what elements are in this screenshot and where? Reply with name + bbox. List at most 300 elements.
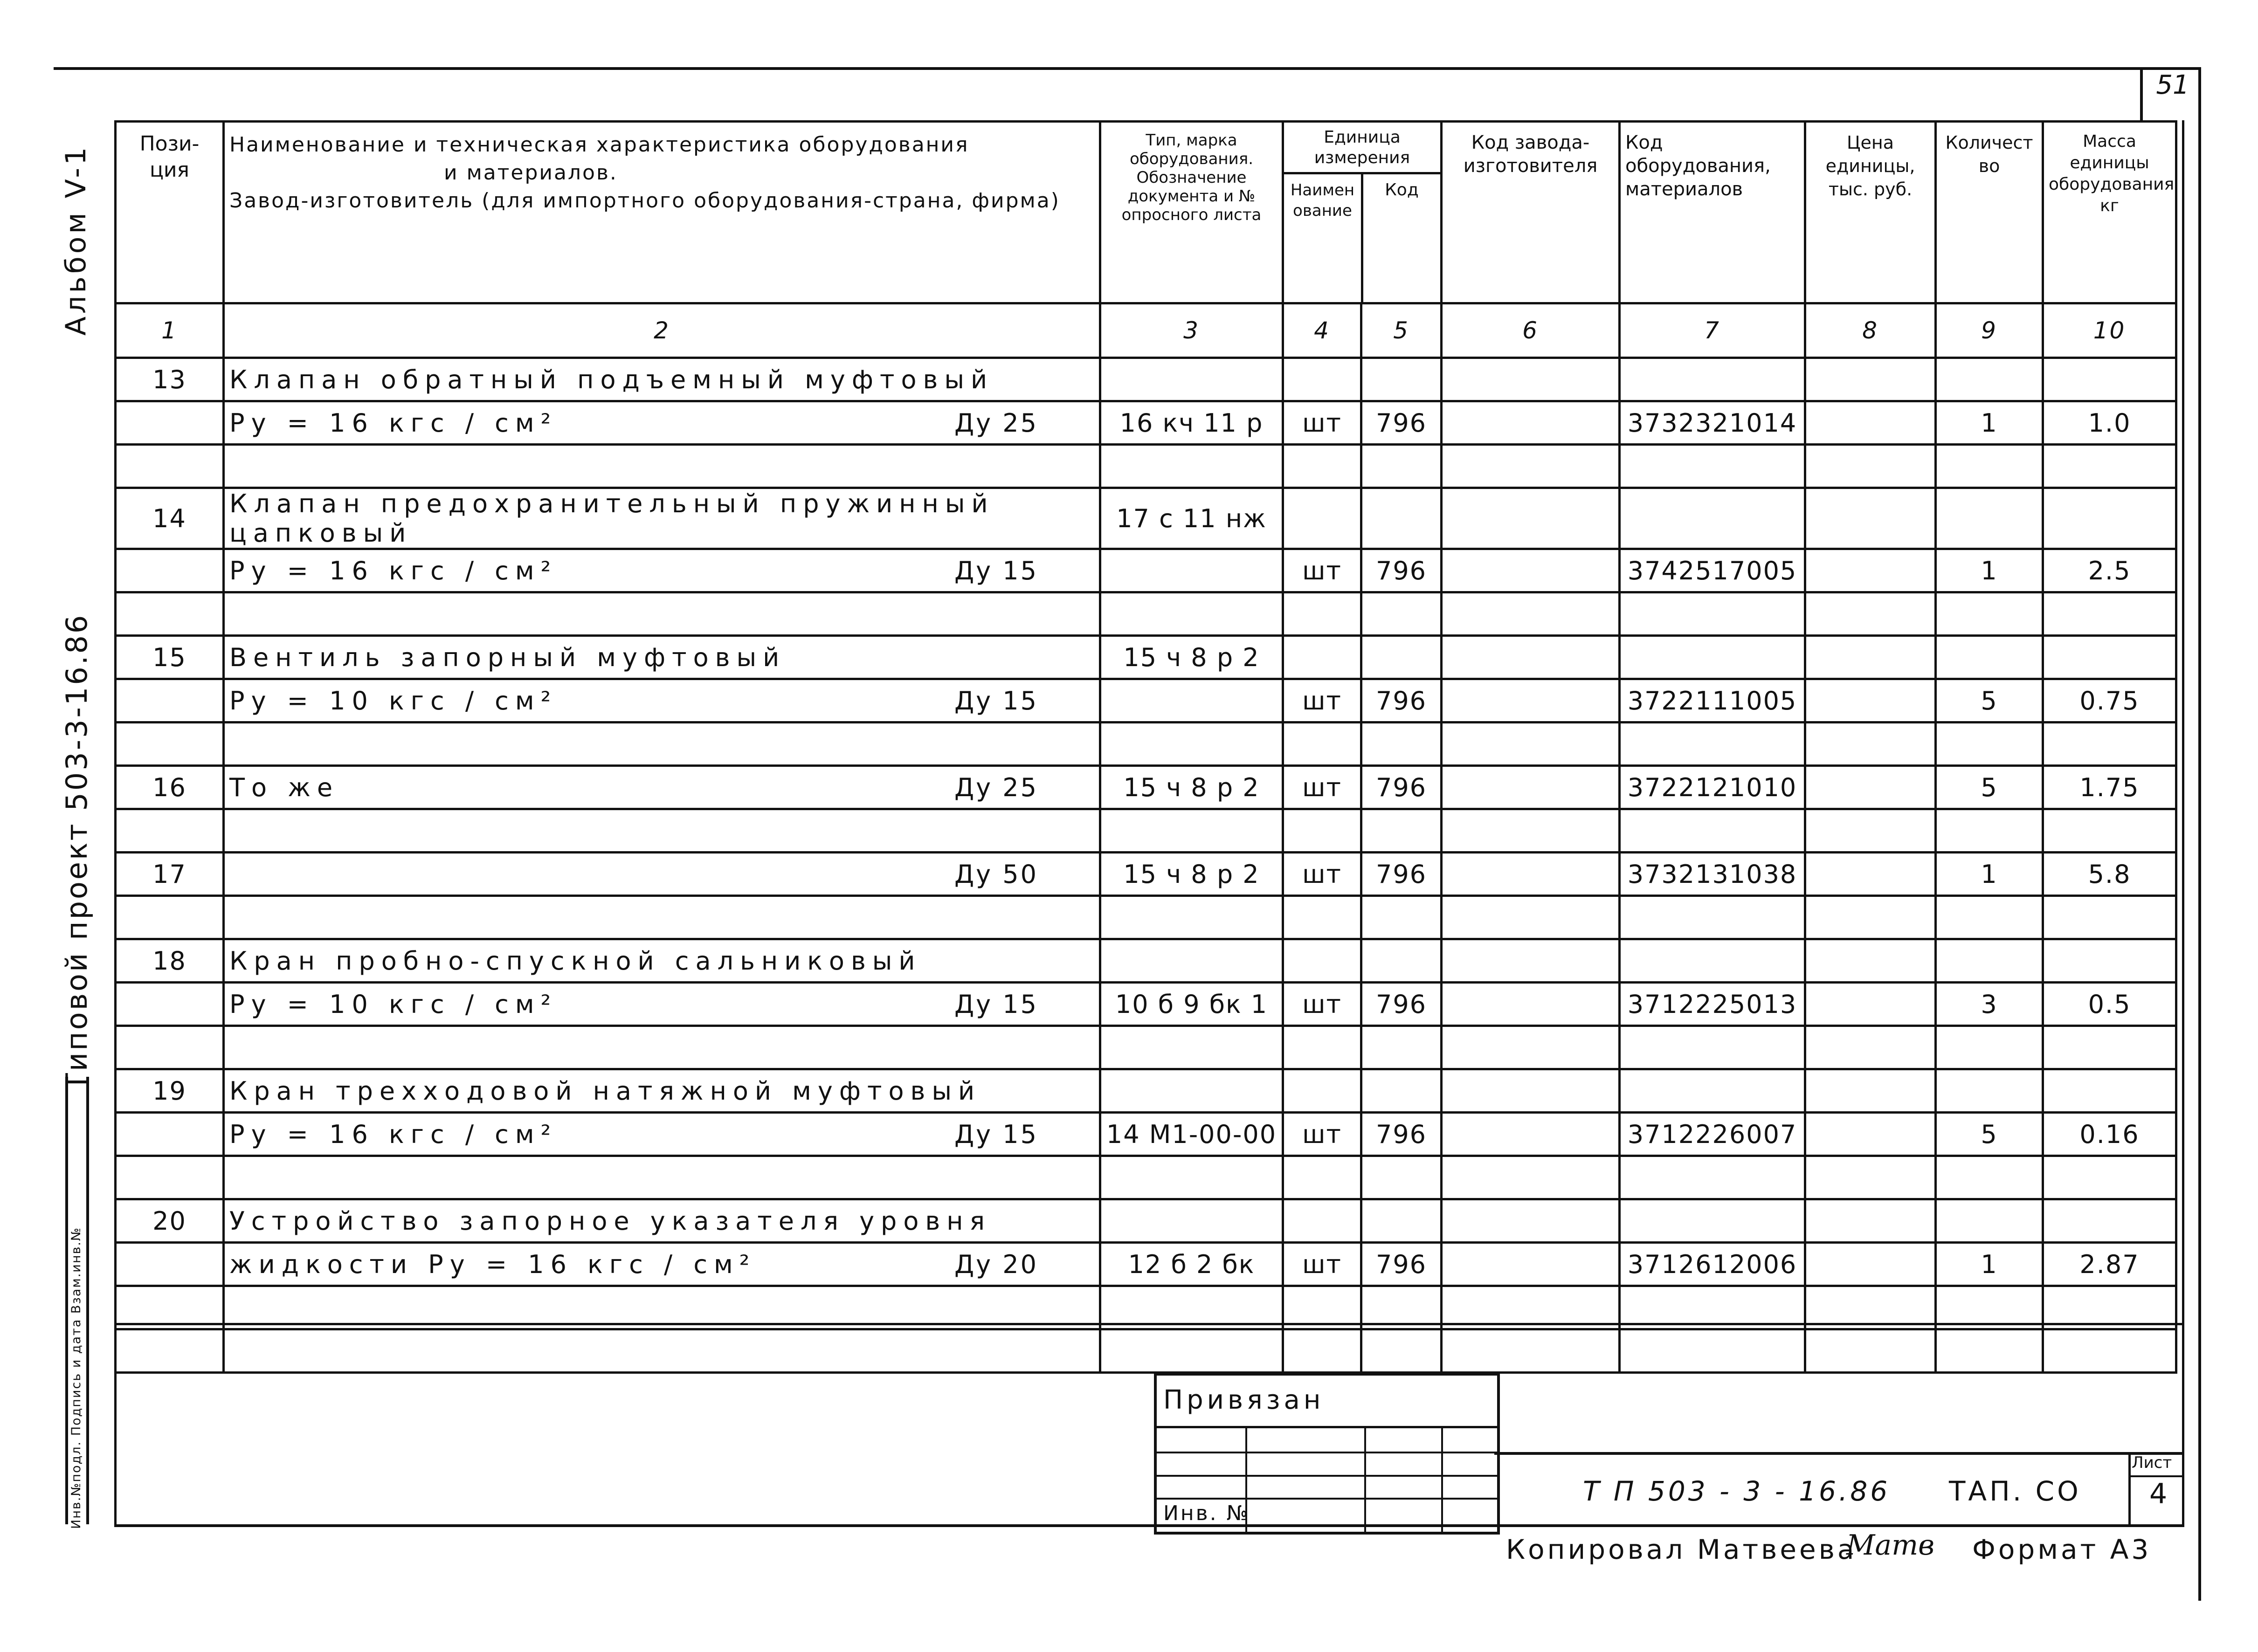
inventory-label: Инв. № xyxy=(1163,1501,1250,1525)
type-cell xyxy=(1100,1026,1283,1069)
table-row xyxy=(116,679,2176,723)
item-name: Кран трехходовой натяжной муфтовый xyxy=(229,1076,981,1106)
price-cell xyxy=(1805,1243,1936,1286)
unit-code-cell: 796 xyxy=(1361,983,1442,1026)
col-number: 2 xyxy=(224,303,1100,358)
factory-code-cell xyxy=(1442,679,1620,723)
sheet-label: Лист xyxy=(2132,1453,2172,1472)
type-cell xyxy=(1100,1199,1283,1243)
name-cell xyxy=(224,853,1100,896)
price-cell xyxy=(1805,1069,1936,1113)
position-cell xyxy=(116,1286,224,1329)
mass-cell: 1.75 xyxy=(2043,766,2176,809)
mass-cell xyxy=(2043,896,2176,939)
mass-cell xyxy=(2043,488,2176,549)
equipment-code-cell xyxy=(1620,445,1805,488)
position-cell xyxy=(116,549,224,592)
table-row xyxy=(116,983,2176,1026)
sheet-value: 4 xyxy=(2149,1478,2168,1510)
price-cell xyxy=(1805,592,1936,636)
item-name: Клапан предохранительный пружинный цапковый xyxy=(229,489,994,548)
unit-cell: шт xyxy=(1283,549,1361,592)
header-name-line3: Завод-изготовитель (для импортного оборудования-страна, фирма) xyxy=(229,189,1060,213)
quantity-cell xyxy=(1936,723,2043,766)
sheet-num-box-line xyxy=(2140,67,2143,121)
type-cell xyxy=(1100,549,1283,592)
equipment-code-cell xyxy=(1620,488,1805,549)
bound-title: Привязан xyxy=(1163,1385,1325,1415)
type-cell: 15 ч 8 р 2 xyxy=(1100,766,1283,809)
position-cell xyxy=(116,896,224,939)
name-cell xyxy=(224,1199,1100,1243)
name-cell xyxy=(224,636,1100,679)
price-cell xyxy=(1805,636,1936,679)
equipment-code-cell xyxy=(1620,1069,1805,1113)
type-cell xyxy=(1100,809,1283,853)
equipment-code-cell xyxy=(1620,1026,1805,1069)
position-cell: 19 xyxy=(116,1069,224,1113)
quantity-cell xyxy=(1936,1286,2043,1329)
position-cell xyxy=(116,723,224,766)
position-cell xyxy=(116,445,224,488)
position-cell xyxy=(116,1243,224,1286)
mass-cell xyxy=(2043,445,2176,488)
mass-cell xyxy=(2043,1069,2176,1113)
equipment-code-cell: 3712226007 xyxy=(1620,1113,1805,1156)
factory-code-cell xyxy=(1442,983,1620,1026)
bound-vline xyxy=(1364,1426,1366,1533)
price-cell xyxy=(1805,1156,1936,1199)
name-cell xyxy=(224,488,1100,549)
name-cell xyxy=(224,1329,1100,1373)
price-cell xyxy=(1805,853,1936,896)
name-cell xyxy=(224,592,1100,636)
unit-cell: шт xyxy=(1283,1243,1361,1286)
type-cell xyxy=(1100,939,1283,983)
position-cell: 13 xyxy=(116,358,224,401)
col-number: 5 xyxy=(1361,303,1442,358)
col-number: 9 xyxy=(1936,303,2043,358)
position-cell xyxy=(116,1026,224,1069)
right-frame-line xyxy=(2182,120,2184,1527)
specification-table xyxy=(114,120,2177,1374)
equipment-code-cell xyxy=(1620,592,1805,636)
price-cell xyxy=(1805,1026,1936,1069)
name-cell xyxy=(224,1243,1100,1286)
mass-cell xyxy=(2043,1156,2176,1199)
name-cell xyxy=(224,1156,1100,1199)
factory-code-cell xyxy=(1442,809,1620,853)
price-cell xyxy=(1805,1286,1936,1329)
position-cell xyxy=(116,809,224,853)
price-cell xyxy=(1805,401,1936,445)
mass-cell xyxy=(2043,1026,2176,1069)
name-cell xyxy=(224,679,1100,723)
mass-cell xyxy=(2043,592,2176,636)
factory-code-cell xyxy=(1442,1069,1620,1113)
mass-cell xyxy=(2043,1286,2176,1329)
unit-code-cell xyxy=(1361,488,1442,549)
format-label: Формат А3 xyxy=(1972,1534,2152,1565)
table-row xyxy=(116,1026,2176,1069)
header-position: Пози-ция xyxy=(116,122,224,303)
equipment-code-cell xyxy=(1620,939,1805,983)
table-row xyxy=(116,1199,2176,1243)
col-number: 7 xyxy=(1620,303,1805,358)
table-row xyxy=(116,592,2176,636)
bound-line xyxy=(1157,1426,1497,1428)
equipment-code-cell xyxy=(1620,1156,1805,1199)
equipment-code-cell: 3732321014 xyxy=(1620,401,1805,445)
quantity-cell xyxy=(1936,1329,2043,1373)
name-cell xyxy=(224,1286,1100,1329)
unit-code-cell xyxy=(1361,723,1442,766)
item-name: Ру = 10 кгс / см² xyxy=(229,686,558,716)
name-cell xyxy=(224,896,1100,939)
factory-code-cell xyxy=(1442,939,1620,983)
price-cell xyxy=(1805,766,1936,809)
name-cell xyxy=(224,358,1100,401)
position-cell: 14 xyxy=(116,488,224,549)
unit-cell xyxy=(1283,1026,1361,1069)
item-name: Ру = 16 кгс / см² xyxy=(229,556,558,585)
item-name: Ру = 16 кгс / см² xyxy=(229,1119,558,1149)
left-stamp-strip-line-2 xyxy=(86,1077,89,1524)
equipment-code-cell xyxy=(1620,358,1805,401)
name-cell xyxy=(224,445,1100,488)
table-row xyxy=(116,1329,2176,1373)
quantity-cell xyxy=(1936,1156,2043,1199)
bound-line xyxy=(1157,1475,1497,1477)
table-row xyxy=(116,896,2176,939)
bottom-frame-line xyxy=(114,1524,2184,1527)
name-cell xyxy=(224,983,1100,1026)
mass-cell: 2.5 xyxy=(2043,549,2176,592)
price-cell xyxy=(1805,679,1936,723)
position-cell xyxy=(116,1156,224,1199)
bound-block xyxy=(1154,1373,1500,1535)
mass-cell: 0.5 xyxy=(2043,983,2176,1026)
quantity-cell xyxy=(1936,1026,2043,1069)
item-name: Ру = 16 кгс / см² xyxy=(229,408,558,438)
unit-code-cell: 796 xyxy=(1361,853,1442,896)
factory-code-cell xyxy=(1442,358,1620,401)
factory-code-cell xyxy=(1442,401,1620,445)
quantity-cell: 1 xyxy=(1936,549,2043,592)
nominal-size: Ду 15 xyxy=(954,686,1038,716)
equipment-code-cell xyxy=(1620,636,1805,679)
type-cell xyxy=(1100,679,1283,723)
type-cell xyxy=(1100,358,1283,401)
position-cell: 15 xyxy=(116,636,224,679)
header-row xyxy=(116,122,2176,303)
position-cell: 17 xyxy=(116,853,224,896)
mass-cell: 2.87 xyxy=(2043,1243,2176,1286)
type-cell xyxy=(1100,1156,1283,1199)
item-name: Кран пробно-спускной сальниковый xyxy=(229,946,922,976)
name-cell xyxy=(224,1113,1100,1156)
price-cell xyxy=(1805,549,1936,592)
factory-code-cell xyxy=(1442,1243,1620,1286)
table-row xyxy=(116,488,2176,549)
item-name: Клапан обратный подъемный муфтовый xyxy=(229,365,994,394)
factory-code-cell xyxy=(1442,1156,1620,1199)
unit-cell xyxy=(1283,896,1361,939)
unit-cell xyxy=(1283,445,1361,488)
mass-cell xyxy=(2043,809,2176,853)
nominal-size: Ду 15 xyxy=(954,989,1038,1019)
mass-cell xyxy=(2043,1329,2176,1373)
document-code: Т П 503 - 3 - 16.86 xyxy=(1583,1475,1891,1507)
name-cell xyxy=(224,809,1100,853)
equipment-code-cell xyxy=(1620,1329,1805,1373)
factory-code-cell xyxy=(1442,1286,1620,1329)
album-label: Альбом V-1 xyxy=(60,144,92,336)
unit-cell: шт xyxy=(1283,983,1361,1026)
table-row xyxy=(116,358,2176,401)
name-cell xyxy=(224,1069,1100,1113)
unit-cell xyxy=(1283,809,1361,853)
signature: Матв xyxy=(1846,1529,1935,1562)
quantity-cell: 1 xyxy=(1936,853,2043,896)
nominal-size: Ду 25 xyxy=(954,408,1038,438)
unit-cell xyxy=(1283,723,1361,766)
factory-code-cell xyxy=(1442,766,1620,809)
quantity-cell: 5 xyxy=(1936,1113,2043,1156)
equipment-code-cell xyxy=(1620,1199,1805,1243)
factory-code-cell xyxy=(1442,488,1620,549)
price-cell xyxy=(1805,1199,1936,1243)
quantity-cell xyxy=(1936,488,2043,549)
factory-code-cell xyxy=(1442,723,1620,766)
header-type: Тип, марка оборудования. Обозначение документа и № опросного листа xyxy=(1100,122,1283,303)
equipment-code-cell: 3732131038 xyxy=(1620,853,1805,896)
factory-code-cell xyxy=(1442,1199,1620,1243)
bound-vline xyxy=(1441,1426,1443,1533)
type-cell xyxy=(1100,1329,1283,1373)
name-cell xyxy=(224,939,1100,983)
position-cell: 18 xyxy=(116,939,224,983)
header-name-line2: и материалов. xyxy=(444,161,618,185)
item-name: Устройство запорное указателя уровня xyxy=(229,1206,991,1236)
price-cell xyxy=(1805,896,1936,939)
table-row xyxy=(116,636,2176,679)
factory-code-cell xyxy=(1442,549,1620,592)
price-cell xyxy=(1805,809,1936,853)
table-row xyxy=(116,1243,2176,1286)
header-mass: Масса единицы оборудования кг xyxy=(2043,122,2176,303)
unit-cell xyxy=(1283,358,1361,401)
position-cell xyxy=(116,401,224,445)
unit-code-cell xyxy=(1361,636,1442,679)
table-row xyxy=(116,766,2176,809)
mass-cell xyxy=(2043,1199,2176,1243)
mass-cell: 0.75 xyxy=(2043,679,2176,723)
quantity-cell: 1 xyxy=(1936,1243,2043,1286)
bound-line xyxy=(1157,1452,1497,1453)
project-label: Типовой проект 503-3-16.86 xyxy=(60,613,94,1091)
table-row xyxy=(116,723,2176,766)
sheet-cell-left-line xyxy=(2128,1452,2131,1527)
mass-cell: 0.16 xyxy=(2043,1113,2176,1156)
factory-code-cell xyxy=(1442,1026,1620,1069)
header-unit-sub xyxy=(1284,174,1440,302)
equipment-code-cell: 3722121010 xyxy=(1620,766,1805,809)
quantity-cell xyxy=(1936,358,2043,401)
name-cell xyxy=(224,766,1100,809)
position-cell xyxy=(116,1113,224,1156)
table-row xyxy=(116,939,2176,983)
top-border-line xyxy=(54,67,2198,70)
header-name-line1: Наименование и техническая характеристика оборудования xyxy=(229,133,969,157)
factory-code-cell xyxy=(1442,592,1620,636)
type-cell xyxy=(1100,445,1283,488)
unit-cell xyxy=(1283,1329,1361,1373)
unit-code-cell xyxy=(1361,809,1442,853)
position-cell xyxy=(116,1329,224,1373)
unit-code-cell: 796 xyxy=(1361,401,1442,445)
right-border-line xyxy=(2198,67,2201,1601)
equipment-code-cell: 3722111005 xyxy=(1620,679,1805,723)
nominal-size: Ду 20 xyxy=(954,1249,1038,1279)
type-cell xyxy=(1100,1069,1283,1113)
left-stamp-strip-line xyxy=(65,1077,68,1524)
equipment-code-cell xyxy=(1620,896,1805,939)
mass-cell: 5.8 xyxy=(2043,853,2176,896)
quantity-cell xyxy=(1936,1199,2043,1243)
factory-code-cell xyxy=(1442,636,1620,679)
col-number: 8 xyxy=(1805,303,1936,358)
col-number: 4 xyxy=(1283,303,1361,358)
unit-code-cell xyxy=(1361,358,1442,401)
mass-cell: 1.0 xyxy=(2043,401,2176,445)
unit-cell: шт xyxy=(1283,679,1361,723)
position-cell xyxy=(116,983,224,1026)
table-row xyxy=(116,1156,2176,1199)
item-name: То же xyxy=(229,772,339,802)
header-name xyxy=(224,122,1100,303)
quantity-cell xyxy=(1936,636,2043,679)
nominal-size: Ду 50 xyxy=(954,859,1038,889)
factory-code-cell xyxy=(1442,1329,1620,1373)
factory-code-cell xyxy=(1442,853,1620,896)
item-name: жидкости Ру = 16 кгс / см² xyxy=(229,1249,756,1279)
unit-code-cell: 796 xyxy=(1361,549,1442,592)
unit-cell xyxy=(1283,1069,1361,1113)
mass-cell xyxy=(2043,636,2176,679)
name-cell xyxy=(224,401,1100,445)
unit-code-cell xyxy=(1361,592,1442,636)
quantity-cell xyxy=(1936,896,2043,939)
quantity-cell xyxy=(1936,809,2043,853)
unit-code-cell xyxy=(1361,1286,1442,1329)
unit-code-cell xyxy=(1361,1156,1442,1199)
item-name: Вентиль запорный муфтовый xyxy=(229,642,786,672)
header-unit-code: Код xyxy=(1385,180,1419,200)
equipment-code-cell: 3712225013 xyxy=(1620,983,1805,1026)
type-cell: 17 с 11 нж xyxy=(1100,488,1283,549)
unit-cell xyxy=(1283,939,1361,983)
type-cell xyxy=(1100,723,1283,766)
mass-cell xyxy=(2043,939,2176,983)
unit-cell xyxy=(1283,1156,1361,1199)
unit-code-cell: 796 xyxy=(1361,766,1442,809)
table-body xyxy=(116,358,2176,1373)
price-cell xyxy=(1805,1113,1936,1156)
type-cell: 14 М1-00-00 xyxy=(1100,1113,1283,1156)
unit-code-cell xyxy=(1361,1069,1442,1113)
stamp-strip-label: Инв.№подл. Подпись и дата Взам.инв.№ xyxy=(69,1226,83,1529)
type-cell xyxy=(1100,592,1283,636)
type-cell: 12 б 2 бк xyxy=(1100,1243,1283,1286)
table-row xyxy=(116,853,2176,896)
name-cell xyxy=(224,549,1100,592)
quantity-cell xyxy=(1936,1069,2043,1113)
unit-cell: шт xyxy=(1283,401,1361,445)
quantity-cell: 3 xyxy=(1936,983,2043,1026)
quantity-cell: 1 xyxy=(1936,401,2043,445)
position-cell: 20 xyxy=(116,1199,224,1243)
nominal-size: Ду 15 xyxy=(954,1119,1038,1149)
position-cell xyxy=(116,592,224,636)
equipment-code-cell xyxy=(1620,809,1805,853)
nominal-size: Ду 15 xyxy=(954,556,1038,585)
header-unit-title: Единица измерения xyxy=(1284,123,1440,174)
unit-code-cell xyxy=(1361,1199,1442,1243)
position-cell: 16 xyxy=(116,766,224,809)
price-cell xyxy=(1805,939,1936,983)
header-unit-group xyxy=(1283,122,1442,303)
name-cell xyxy=(224,723,1100,766)
header-unit-name: Наименование xyxy=(1284,174,1363,302)
quantity-cell: 5 xyxy=(1936,679,2043,723)
type-cell: 16 кч 11 р xyxy=(1100,401,1283,445)
copied-by: Копировал Матвеева xyxy=(1506,1534,1857,1565)
unit-code-cell xyxy=(1361,896,1442,939)
mass-cell xyxy=(2043,358,2176,401)
album-code: ТАП. СО xyxy=(1949,1475,2081,1507)
nominal-size: Ду 25 xyxy=(954,772,1038,802)
quantity-cell xyxy=(1936,592,2043,636)
price-cell xyxy=(1805,983,1936,1026)
sheet-cell-mid-line xyxy=(2128,1475,2182,1477)
factory-code-cell xyxy=(1442,896,1620,939)
table-row xyxy=(116,445,2176,488)
header-quantity: Количество xyxy=(1936,122,2043,303)
unit-cell xyxy=(1283,636,1361,679)
header-factory-code: Код завода-изготовителя xyxy=(1442,122,1620,303)
quantity-cell xyxy=(1936,939,2043,983)
type-cell xyxy=(1100,896,1283,939)
unit-code-cell xyxy=(1361,1329,1442,1373)
item-name: Ру = 10 кгс / см² xyxy=(229,989,558,1019)
unit-cell xyxy=(1283,592,1361,636)
mass-cell xyxy=(2043,723,2176,766)
type-cell: 15 ч 8 р 2 xyxy=(1100,636,1283,679)
table-row xyxy=(116,1286,2176,1329)
equipment-code-cell: 3712612006 xyxy=(1620,1243,1805,1286)
price-cell xyxy=(1805,445,1936,488)
position-cell xyxy=(116,679,224,723)
unit-cell xyxy=(1283,1286,1361,1329)
unit-code-cell xyxy=(1361,1026,1442,1069)
bound-line xyxy=(1157,1498,1497,1500)
title-block-top-line xyxy=(1494,1452,2182,1455)
price-cell xyxy=(1805,358,1936,401)
table-row xyxy=(116,401,2176,445)
unit-code-cell xyxy=(1361,939,1442,983)
price-cell xyxy=(1805,723,1936,766)
